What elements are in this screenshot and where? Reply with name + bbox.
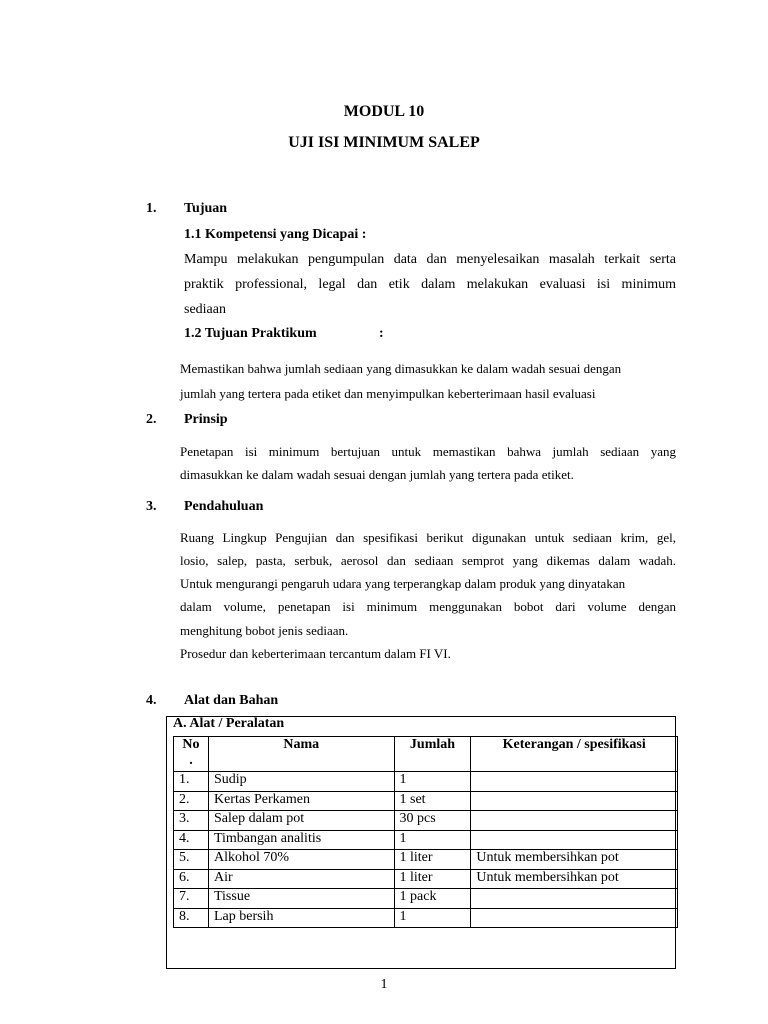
section-title-alat-bahan: Alat dan Bahan [184, 693, 279, 708]
text-line: dimasukkan ke dalam wadah sesuai dengan jumlah yang tertera pada etiket. [180, 467, 574, 482]
cell-nama: Air [208, 869, 394, 889]
text-line: Penetapan isi minimum bertujuan untuk memastikan bahwa jumlah sediaan yang [180, 444, 676, 459]
cell-jumlah: 1 [394, 830, 471, 850]
subsection-kompetensi: 1.1 Kompetensi yang Dicapai : [184, 227, 367, 242]
cell-no: 2. [174, 791, 209, 811]
header-no-line1: No [182, 737, 200, 752]
cell-jumlah: 1 [394, 772, 471, 792]
section-number: 2. [146, 412, 157, 427]
page-number: 1 [380, 977, 388, 992]
cell-no: 4. [174, 830, 209, 850]
section-title-prinsip: Prinsip [184, 412, 228, 427]
table-row [174, 830, 678, 850]
header-no-line2: . [189, 753, 193, 768]
cell-nama: Timbangan analitis [208, 830, 394, 850]
cell-nama: Kertas Perkamen [208, 791, 394, 811]
cell-nama: Salep dalam pot [208, 811, 394, 831]
table-row [174, 791, 678, 811]
cell-keterangan: Untuk membersihkan pot [471, 850, 678, 870]
cell-keterangan: Untuk membersihkan pot [471, 869, 678, 889]
text-line: praktik professional, legal dan etik dalam melakukan evaluasi isi minimum [184, 277, 676, 292]
cell-jumlah: 30 pcs [394, 811, 471, 831]
table-row [174, 850, 678, 870]
cell-no: 3. [174, 811, 209, 831]
text-line: Prosedur dan keberterimaan tercantum dalam FI VI. [180, 646, 451, 661]
text-line: dalam volume, penetapan isi minimum menggunakan bobot dari volume dengan [180, 599, 676, 614]
cell-keterangan [471, 772, 678, 792]
text-line: jumlah yang tertera pada etiket dan menyimpulkan keberterimaan hasil evaluasi [180, 386, 596, 401]
text-line: Ruang Lingkup Pengujian dan spesifikasi berikut digunakan untuk sediaan krim, gel, [180, 530, 676, 545]
cell-nama: Sudip [208, 772, 394, 792]
text-line: Untuk mengurangi pengaruh udara yang terperangkap dalam produk yang dinyatakan [180, 576, 626, 591]
cell-jumlah: 1 liter [394, 869, 471, 889]
cell-no: 5. [174, 850, 209, 870]
page-title: MODUL 10 [343, 103, 425, 120]
text-line: menghitung bobot jenis sediaan. [180, 623, 349, 638]
cell-nama: Tissue [208, 889, 394, 909]
section-number: 3. [146, 499, 157, 514]
alat-table [173, 736, 678, 928]
cell-keterangan [471, 811, 678, 831]
text-line: Mampu melakukan pengumpulan data dan menyelesaikan masalah terkait serta [184, 252, 676, 267]
cell-keterangan [471, 791, 678, 811]
page-subtitle: UJI ISI MINIMUM SALEP [288, 134, 480, 151]
cell-keterangan [471, 889, 678, 909]
cell-jumlah: 1 set [394, 791, 471, 811]
table-row [174, 811, 678, 831]
subsection-tujuan-praktikum: 1.2 Tujuan Praktikum [184, 326, 317, 341]
cell-no: 7. [174, 889, 209, 909]
header-keterangan: Keterangan / spesifikasi [471, 737, 678, 772]
table-row [174, 869, 678, 889]
alat-label: A. Alat / Peralatan [173, 716, 285, 731]
cell-nama: Lap bersih [208, 908, 394, 928]
text-line: losio, salep, pasta, serbuk, aerosol dan sediaan semprot yang dikemas dalam wadah. [180, 553, 676, 568]
cell-keterangan [471, 830, 678, 850]
table-header-row [174, 737, 678, 772]
cell-jumlah: 1 liter [394, 850, 471, 870]
section-number: 1. [146, 201, 157, 216]
cell-no: 1. [174, 772, 209, 792]
section-number: 4. [146, 693, 157, 708]
section-title-pendahuluan: Pendahuluan [184, 499, 264, 514]
text-line: sediaan [184, 302, 226, 317]
header-nama: Nama [208, 737, 394, 772]
subsection-colon: : [379, 326, 384, 341]
text-line: Memastikan bahwa jumlah sediaan yang dimasukkan ke dalam wadah sesuai dengan [180, 361, 622, 376]
cell-no: 8. [174, 908, 209, 928]
table-row [174, 908, 678, 928]
cell-jumlah: 1 pack [394, 889, 471, 909]
cell-no: 6. [174, 869, 209, 889]
table-row [174, 889, 678, 909]
header-jumlah: Jumlah [394, 737, 471, 772]
table-row [174, 772, 678, 792]
section-title-tujuan: Tujuan [184, 201, 228, 216]
cell-nama: Alkohol 70% [208, 850, 394, 870]
cell-jumlah: 1 [394, 908, 471, 928]
cell-keterangan [471, 908, 678, 928]
header-no [174, 737, 209, 772]
